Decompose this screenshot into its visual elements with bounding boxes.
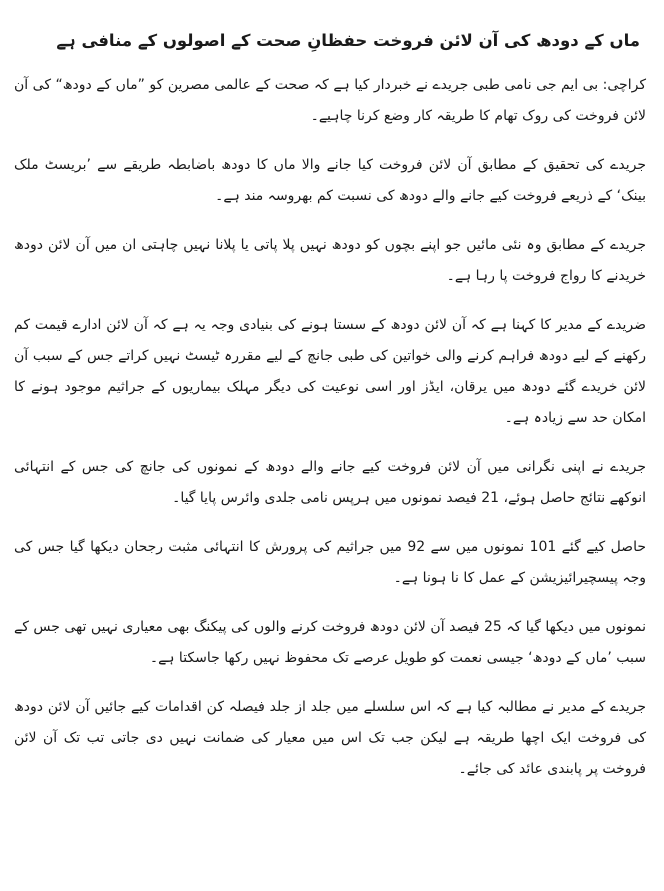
article-paragraph: جریدے کے مدیر نے مطالبہ کیا ہے کہ اس سلسلے میں جلد از جلد فیصلہ کن اقدامات کیے جائیں آن لائن دودھ کی فروخت ایک اچھا طریقہ ہے لیکن جب تک اس میں معیار کی ضمانت نہیں دی جاتی تب تک آن لائن فروخت پر پابندی عائد کی جائے۔: [14, 699, 646, 777]
article-headline: ماں کے دودھ کی آن لائن فروخت حفظانِ صحت کے اصولوں کے منافی ہے: [56, 31, 640, 50]
article-paragraph: جریدے کے مطابق وہ نئی مائیں جو اپنے بچوں کو دودھ نہیں پلا پاتی یا پلانا نہیں چاہتی ان میں آن لائن دودھ خریدنے کا رواج فروخت پا رہا ہے۔: [14, 237, 646, 284]
article-paragraph: جریدے کی تحقیق کے مطابق آن لائن فروخت کیا جانے والا ماں کا دودھ باضابطہ طریقے سے ’بریسٹ ملک بینک‘ کے ذریعے فروخت کیے جانے والے دودھ کی نسبت کم بھروسہ مند ہے۔: [14, 157, 646, 204]
article-paragraph: جریدے نے اپنی نگرانی میں آن لائن فروخت کیے جانے والے دودھ کے نمونوں کی جانچ کی جس کے انتہائی انوکھے نتائج حاصل ہوئے، 21 فیصد نمونوں میں ہرپس نامی جلدی وائرس پایا گیا۔: [14, 459, 646, 506]
article-paragraph: ضریدے کے مدیر کا کہنا ہے کہ آن لائن دودھ کے سستا ہونے کی بنیادی وجہ یہ ہے کہ آن لائن ادارے قیمت کم رکھنے کے لیے دودھ فراہم کرنے والی خواتین کی طبی جانچ کے لیے مقررہ ٹیسٹ نہیں کراتے جس کے سبب آن لائن خریدے گئے دودھ میں یرقان، ایڈز اور اسی نوعیت کی دیگر مہلک بیماریوں کے جراثیم موجود ہونے کا امکان حد سے زیادہ ہے۔: [14, 317, 646, 426]
article-paragraph: حاصل کیے گئے 101 نمونوں میں سے 92 میں جراثیم کی پرورش کا انتہائی مثبت رجحان دیکھا گیا جس کی وجہ پیسچیرائیزیشن کے عمل کا نا ہونا ہے۔: [14, 539, 646, 586]
article-paragraph: کراچی: بی ایم جی نامی طبی جریدے نے خبردار کیا ہے کہ صحت کے عالمی مصرین کو ”ماں کے دودھ“ کی آن لائن فروخت کی روک تھام کا طریقہ کار وضع کرنا چاہیے۔: [14, 77, 646, 124]
article-paragraph: نمونوں میں دیکھا گیا کہ 25 فیصد آن لائن دودھ فروخت کرنے والوں کی پیکنگ بھی معیاری نہیں تھی جس کے سبب ’ماں کے دودھ‘ جیسی نعمت کو طویل عرصے تک محفوظ نہیں رکھا جاسکتا ہے۔: [14, 619, 646, 666]
